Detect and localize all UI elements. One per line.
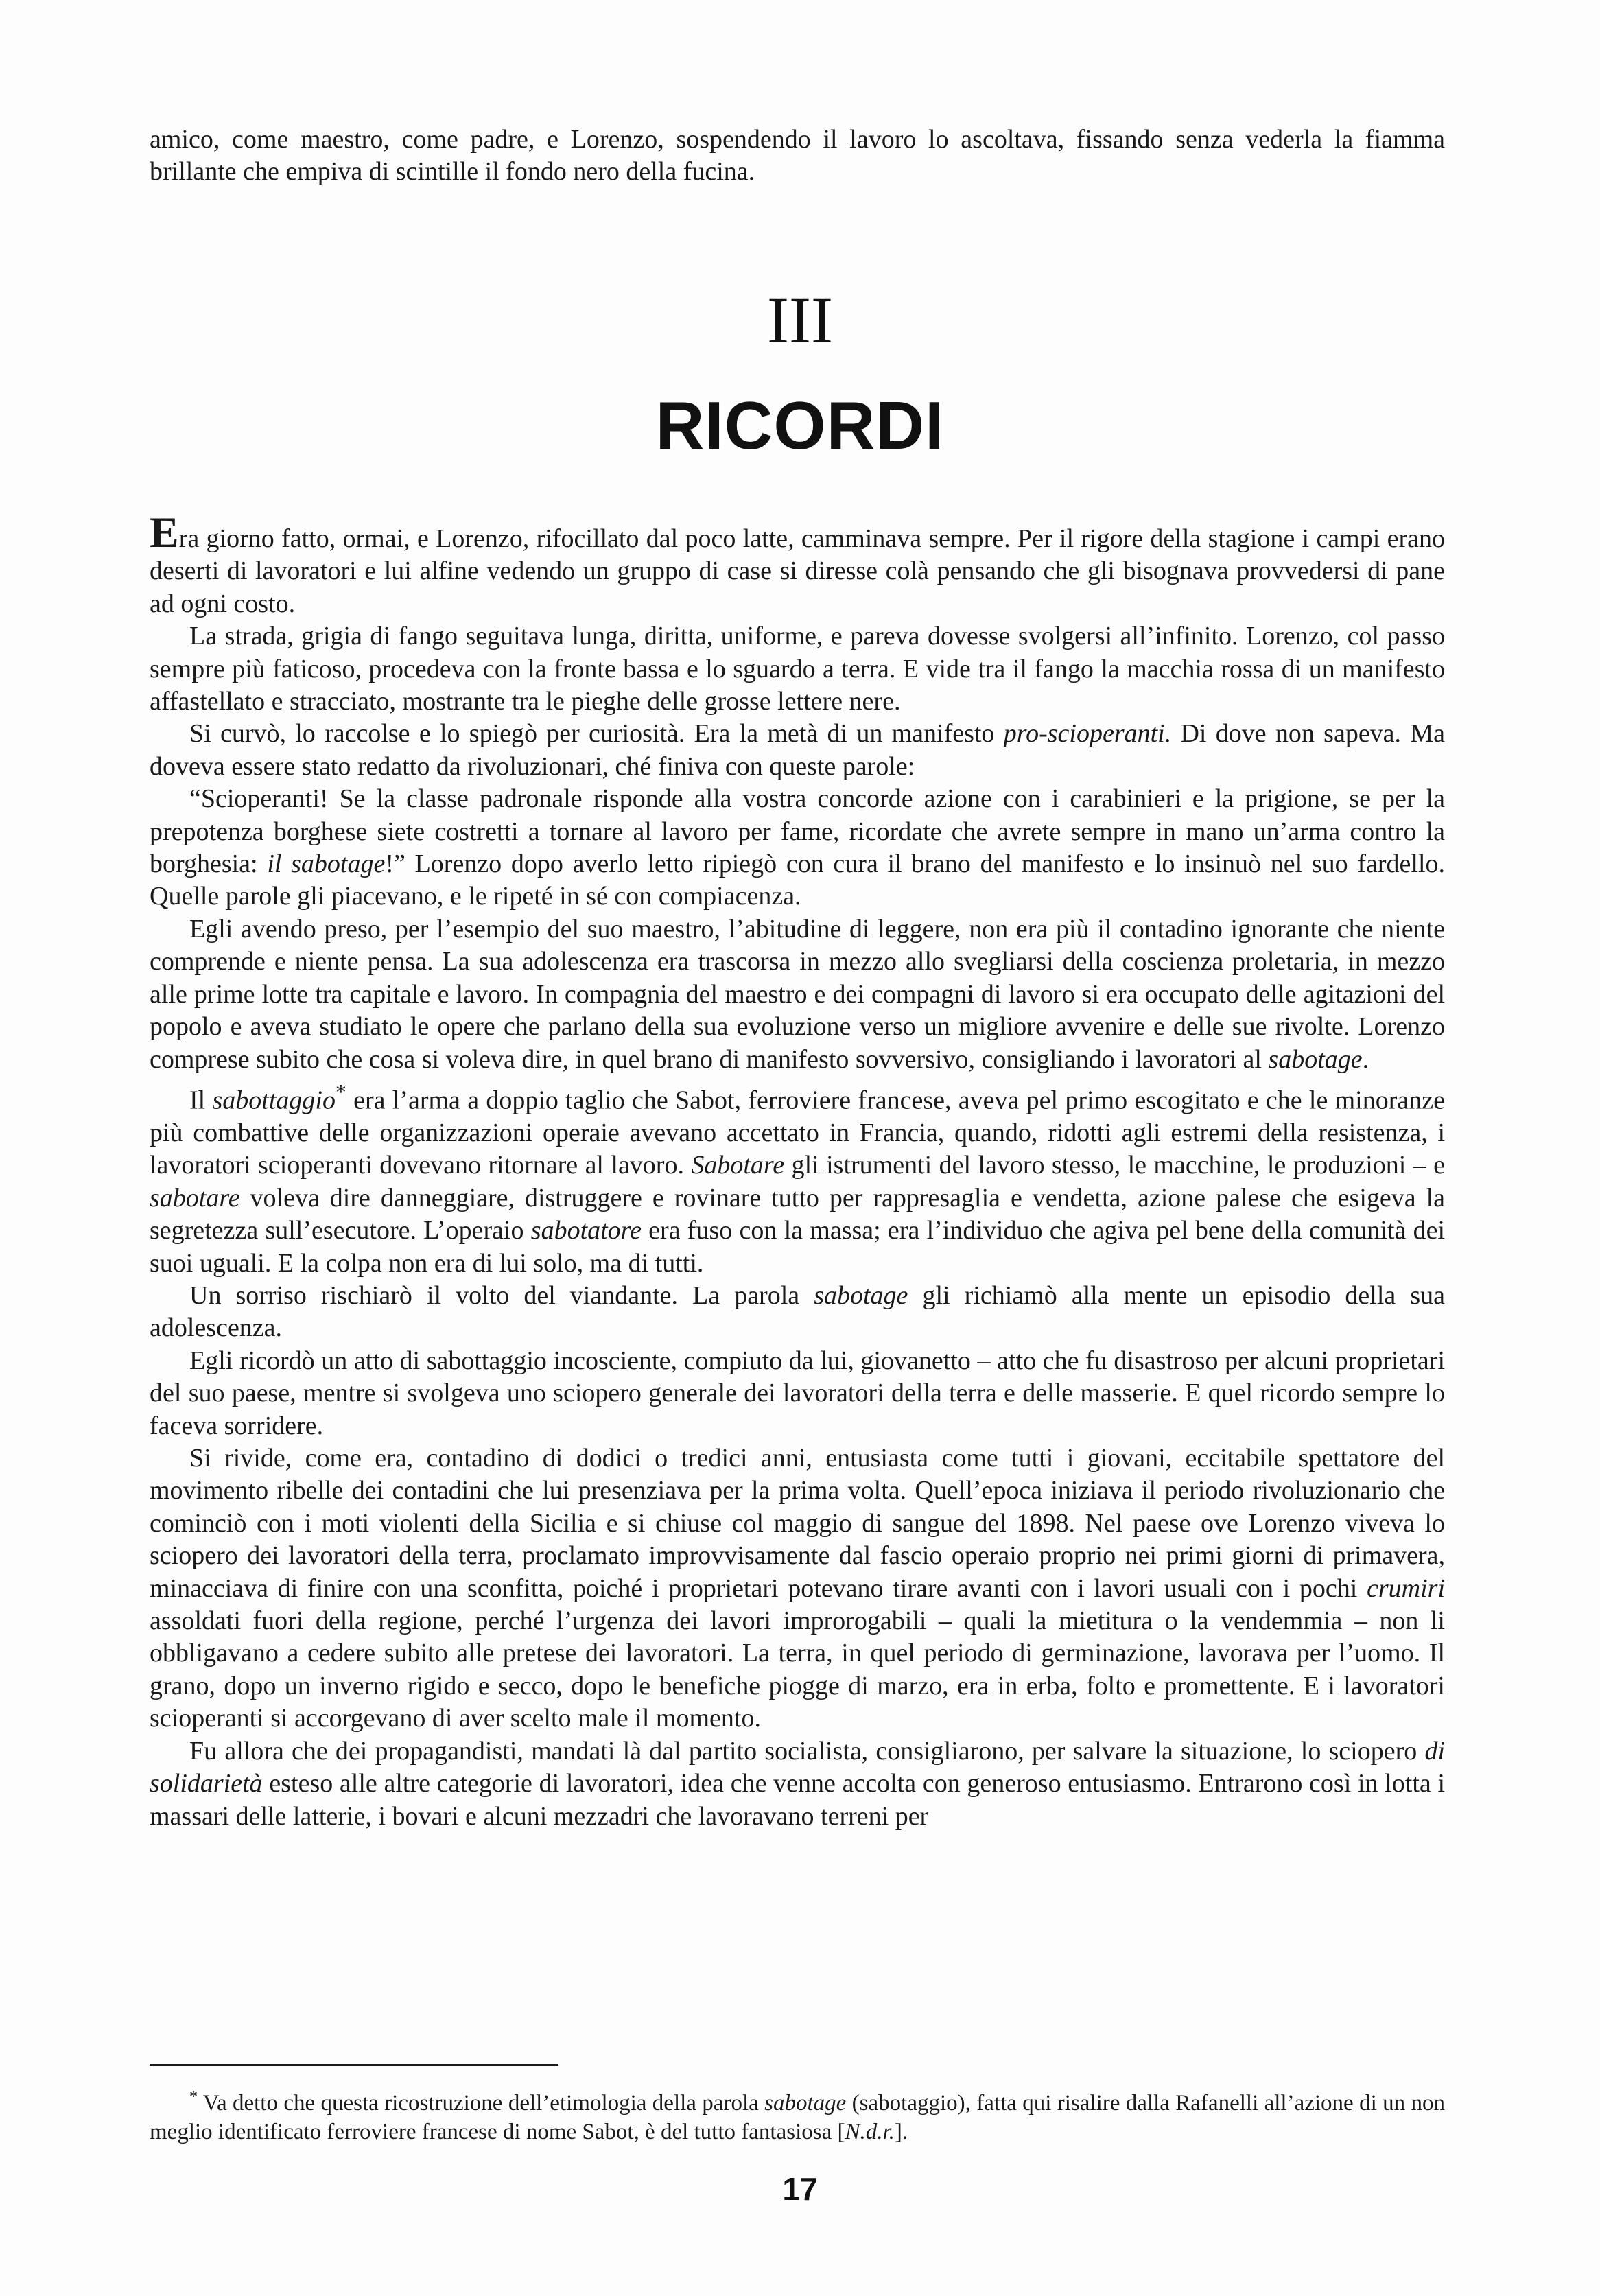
footnote-divider <box>150 2064 558 2066</box>
paragraph-text: “Scioperanti! Se la classe padronale risponde alla vostra concorde azione con i carabinieri e la prigione, se per la prepotenza borghese siete costretti a tornare al lavoro per fame, ricordate che avrete sempre in mano un’arma contro la borghesia: <box>150 784 1445 879</box>
paragraph-text: !” Lorenzo dopo averlo letto ripiegò con cura il brano del manifesto e lo insinuò nel suo fardello. Quelle parole gli piacevano, e le ripeté in sé con compiacenza. <box>150 850 1446 911</box>
footnote <box>150 2089 1445 2146</box>
italic-term: di solidarietà <box>150 1736 1445 1799</box>
italic-term: pro-scioperanti. <box>1003 719 1172 749</box>
paragraph-text: Un sorriso rischiarò il volto del viandante. La parola <box>189 1281 814 1310</box>
paragraph-text: Egli avendo preso, per l’esempio del suo maestro, l’abitudine di leggere, non era più il contadino ignorante che niente comprende e niente pensa. La sua adolescenza era trascorsa in mezzo allo svegliarsi della coscienza proletaria, in mezzo alle prime lotte tra capitale e lavoro. In compagnia del maestro e dei compagni di lavoro si era occupato delle agitazioni del popolo e aveva studiato le opere che parlano della sua evoluzione verso un migliore avvenire e delle sue rivolte. Lorenzo comprese subito che cosa si voleva dire, in quel brano di manifesto sovversivo, consigliando i lavoratori al <box>150 914 1445 1074</box>
paragraph-10 <box>150 1735 1445 1833</box>
footnote-text: Va detto che questa ricostruzione dell’etimologia della parola <box>202 2091 765 2116</box>
paragraph-text: era fuso con la massa; era l’individuo che agiva pel bene della comunità dei suoi uguali. E la colpa non era di lui solo, ma di tutti. <box>150 1216 1446 1278</box>
paragraph-8: Egli ricordò un atto di sabottaggio incosciente, compiuto da lui, giovanetto – atto che fu disastroso per alcuni proprietari del suo paese, mentre si svolgeva uno sciopero generale dei lavoratori della terra e delle masserie. E quel ricordo sempre lo faceva sorridere. <box>150 1346 1445 1440</box>
paragraph-text: voleva dire danneggiare, distruggere e rovinare tutto per rappresaglia e vendetta, azione palese che esigeva la segretezza sull’esecutore. L’operaio <box>150 1183 1445 1245</box>
paragraph-5 <box>150 913 1445 1076</box>
paragraph-text: Si rivide, come era, contadino di dodici o tredici anni, entusiasta come tutti i giovani, eccitabile spettatore del movimento ribelle dei contadini che lui presenziava per la prima volta. Quell’epoca iniziava il periodo rivoluzionario che cominciò con i moti violenti della Sicilia e si chiuse col maggio di sangue del 1898. Nel paese ove Lorenzo viveva lo sciopero dei lavoratori della terra, proclamato improvvisamente dal fascio operaio proprio nei primi giorni di primavera, minacciava di finire con una sconfitta, poiché i proprietari potevano tirare avanti con i lavori usuali con i pochi <box>150 1444 1445 1603</box>
footnote-text: ]. <box>894 2120 908 2144</box>
paragraph-6 <box>150 1076 1445 1280</box>
paragraph-text: Il <box>189 1086 213 1115</box>
footnote-mark: * <box>189 2088 198 2106</box>
italic-term: sabotage <box>1268 1044 1363 1074</box>
paragraph-text: Si curvò, lo raccolse e lo spiegò per curiosità. Era la metà di un manifesto <box>189 719 1004 749</box>
opening-paragraph-block <box>150 124 1445 189</box>
italic-term: Sabotare <box>691 1151 785 1180</box>
paragraph-text: . <box>1362 1044 1369 1074</box>
paragraph-text: gli istrumenti del lavoro stesso, le macchine, le produzioni – e <box>784 1151 1445 1180</box>
italic-term: sabottaggio <box>212 1086 336 1115</box>
editor-note-abbreviation: N.d.r. <box>845 2120 895 2144</box>
italic-term: sabotage <box>764 2091 847 2116</box>
opening-paragraph: amico, come maestro, come padre, e Lorenzo, sospendendo il lavoro lo ascoltava, fissando senza vederla la fiamma brillante che empiva di scintille il fondo nero della fucina. <box>150 125 1445 187</box>
chapter-number: III <box>767 283 833 357</box>
paragraph-text: era l’arma a doppio taglio che Sabot, ferroviere francese, aveva pel primo escogitato e che le minoranze più combattive delle organizzazioni operaie avevano accettato in Francia, quando, ridotti agli estremi della resistenza, i lavoratori scioperanti dovevano ritornare al lavoro. <box>150 1086 1445 1180</box>
paragraph-1 <box>150 508 1445 620</box>
paragraph-text: ra giorno fatto, ormai, e Lorenzo, rifocillato dal poco latte, camminava sempre. Per il rigore della stagione i campi erano deserti di lavoratori e lui alfine vedendo un gruppo di case si diresse colà pensando che gli bisognava provvedersi di pane ad ogni costo. <box>150 524 1445 618</box>
italic-term: sabotage <box>814 1281 908 1310</box>
page-number: 17 <box>782 2171 818 2207</box>
paragraph-7 <box>150 1280 1445 1345</box>
paragraph-text: esteso alle altre categorie di lavoratori, idea che venne accolta con generoso entusiasmo. Entrarono così in lotta i massari delle latterie, i bovari e alcuni mezzadri che lavoravano terreni per <box>150 1769 1445 1831</box>
paragraph-9 <box>150 1442 1445 1735</box>
paragraph-text: Fu allora che dei propagandisti, mandati là dal partito socialista, consigliarono, per salvare la situazione, lo sciopero <box>189 1736 1425 1766</box>
paragraph-text: Di dove non sapeva. Ma doveva essere stato redatto da rivoluzionari, ché finiva con queste parole: <box>150 719 1445 781</box>
italic-term: crumiri <box>1367 1573 1445 1603</box>
chapter-title: RICORDI <box>655 388 945 463</box>
paragraph-text: gli richiamò alla mente un episodio della sua adolescenza. <box>150 1281 1445 1343</box>
paragraph-3 <box>150 718 1445 783</box>
chapter-body <box>150 508 1446 1833</box>
drop-cap-letter: E <box>150 508 179 557</box>
footnote-reference-mark[interactable]: * <box>335 1079 346 1104</box>
paragraph-text: assoldati fuori della regione, perché l’urgenza dei lavori improrogabili – quali la mietitura o la vendemmia – non li obbligavano a cedere subito alle pretese dei lavoratori. La terra, in quel periodo di germinazione, lavorava per l’uomo. Il grano, dopo un inverno rigido e secco, dopo le benefiche piogge di marzo, era in erba, folto e promettente. E i lavoratori scioperanti si accorgevano di aver scelto male il momento. <box>150 1606 1445 1733</box>
italic-term: sabotare <box>150 1183 240 1213</box>
paragraph-4 <box>150 783 1445 913</box>
paragraph-2: La strada, grigia di fango seguitava lunga, diritta, uniforme, e pareva dovesse svolgersi all’infinito. Lorenzo, col passo sempre più faticoso, procedeva con la fronte bassa e lo sguardo a terra. E vide tra il fango la macchia rossa di un manifesto affastellato e stracciato, mostrante tra le pieghe delle grosse lettere nere. <box>150 622 1445 716</box>
footnote-text: (sabotaggio), fatta qui risalire dalla Rafanelli all’azione di un non meglio identificato ferroviere francese di nome Sabot, è del tutto fantasiosa [ <box>150 2091 1445 2144</box>
italic-term: il sabotage <box>267 850 386 879</box>
italic-term: sabotatore <box>530 1216 642 1245</box>
